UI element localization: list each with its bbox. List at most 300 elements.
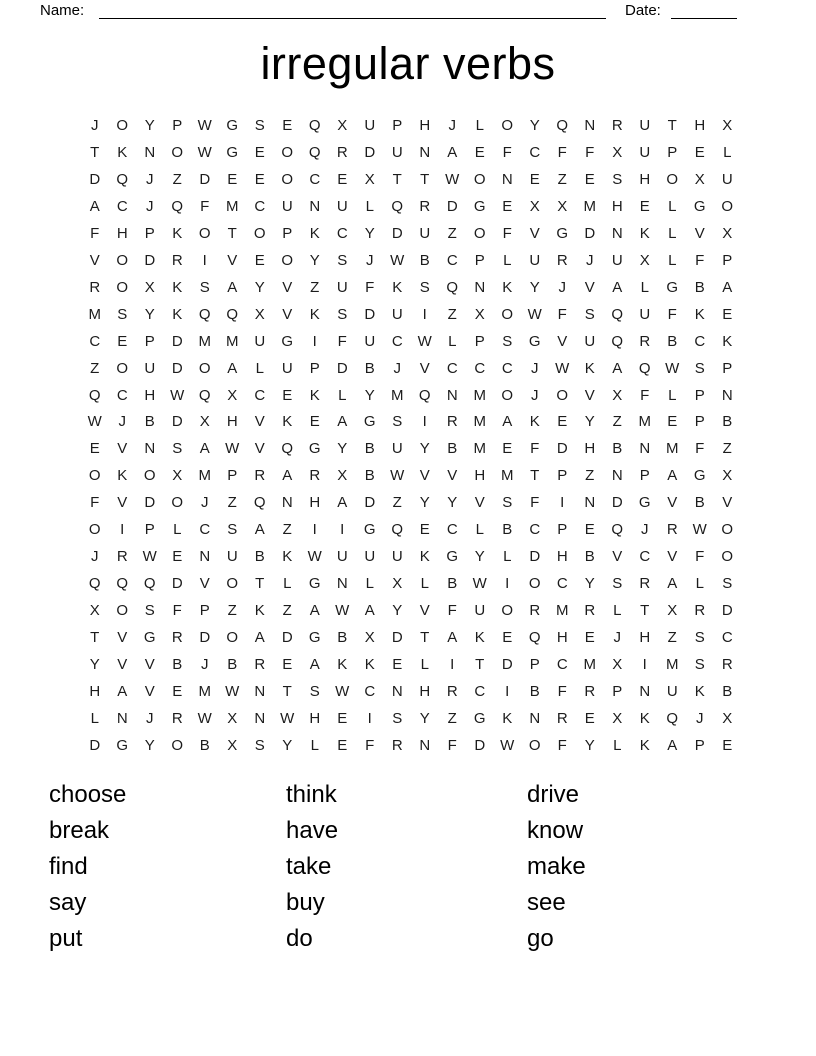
grid-letter: X [392, 575, 403, 593]
grid-letter: N [419, 143, 431, 161]
grid-letter: X [144, 278, 155, 296]
grid-letter: E [89, 440, 100, 458]
grid-letter: V [282, 305, 293, 323]
grid-letter: A [447, 143, 458, 161]
grid-letter: E [282, 386, 293, 404]
grid-letter: M [666, 440, 679, 458]
grid-letter: P [172, 116, 183, 134]
grid-letter: E [309, 413, 320, 431]
grid-letter: L [420, 656, 429, 674]
grid-letter: G [363, 413, 376, 431]
grid-letter: K [639, 736, 650, 754]
grid-letter: N [639, 440, 651, 458]
grid-letter: A [227, 359, 238, 377]
grid-letter: I [340, 521, 345, 539]
grid-letter: Y [419, 709, 430, 727]
grid-letter: U [144, 359, 156, 377]
grid-letter: S [254, 736, 265, 754]
grid-letter: V [612, 548, 623, 566]
grid-letter: N [639, 682, 651, 700]
grid-letter: M [88, 305, 101, 323]
word-list-item: find [49, 852, 88, 880]
grid-letter: R [171, 251, 183, 269]
grid-letter: X [667, 602, 678, 620]
grid-letter: X [337, 467, 348, 485]
grid-letter: K [282, 413, 293, 431]
grid-letter: B [502, 521, 513, 539]
grid-letter: P [557, 521, 568, 539]
word-list-item: take [286, 852, 332, 880]
grid-letter: K [364, 656, 375, 674]
grid-letter: L [90, 709, 99, 727]
date-label: Date: [625, 2, 661, 19]
grid-letter: J [146, 170, 154, 188]
grid-letter: I [422, 305, 427, 323]
grid-letter: E [639, 197, 650, 215]
grid-letter: A [612, 278, 623, 296]
grid-letter: C [446, 359, 458, 377]
grid-letter: N [199, 548, 211, 566]
grid-letter: O [226, 629, 239, 647]
grid-letter: Q [446, 278, 459, 296]
grid-letter: O [528, 736, 541, 754]
grid-letter: E [117, 332, 128, 350]
grid-letter: T [420, 629, 430, 647]
grid-letter: U [584, 332, 596, 350]
grid-letter: I [505, 575, 510, 593]
grid-letter: C [309, 170, 321, 188]
grid-letter: I [505, 682, 510, 700]
grid-letter: O [198, 224, 211, 242]
page-title: irregular verbs [260, 38, 556, 89]
grid-letter: Q [88, 575, 101, 593]
grid-letter: R [419, 197, 431, 215]
grid-letter: Y [419, 440, 430, 458]
word-list-item: put [49, 924, 83, 952]
grid-letter: S [392, 709, 403, 727]
grid-letter: S [612, 575, 623, 593]
grid-letter: G [308, 575, 321, 593]
grid-letter: X [557, 197, 568, 215]
grid-letter: Q [308, 116, 321, 134]
grid-letter: B [694, 494, 705, 512]
grid-letter: U [391, 548, 403, 566]
grid-letter: D [529, 548, 541, 566]
grid-letter: H [226, 413, 238, 431]
grid-letter: S [502, 494, 513, 512]
grid-letter: J [558, 278, 566, 296]
grid-letter: Z [585, 467, 595, 485]
grid-letter: W [197, 709, 212, 727]
grid-letter: E [254, 251, 265, 269]
grid-letter: L [613, 736, 622, 754]
grid-letter: O [281, 251, 294, 269]
grid-letter: D [364, 305, 376, 323]
grid-letter: U [364, 116, 376, 134]
grid-letter: D [144, 251, 156, 269]
grid-letter: R [666, 521, 678, 539]
grid-letter: I [202, 251, 207, 269]
grid-letter: B [447, 575, 458, 593]
grid-letter: H [694, 116, 706, 134]
grid-letter: K [172, 278, 183, 296]
grid-letter: T [640, 602, 650, 620]
grid-letter: U [336, 278, 348, 296]
grid-letter: E [694, 143, 705, 161]
grid-letter: G [473, 197, 486, 215]
grid-letter: D [171, 359, 183, 377]
grid-letter: L [420, 575, 429, 593]
grid-letter: E [474, 143, 485, 161]
grid-letter: F [447, 736, 457, 754]
grid-letter: C [89, 332, 101, 350]
grid-letter: P [144, 332, 155, 350]
grid-letter: R [336, 143, 348, 161]
grid-letter: F [557, 305, 567, 323]
grid-letter: N [309, 197, 321, 215]
grid-letter: A [667, 575, 678, 593]
grid-letter: C [556, 656, 568, 674]
grid-letter: J [531, 359, 539, 377]
grid-letter: W [225, 440, 240, 458]
grid-letter: L [365, 575, 374, 593]
word-list-item: know [527, 816, 584, 844]
grid-letter: L [695, 575, 704, 593]
grid-letter: O [198, 359, 211, 377]
grid-letter: G [363, 521, 376, 539]
grid-letter: P [474, 332, 485, 350]
grid-letter: X [474, 305, 485, 323]
grid-letter: P [227, 467, 238, 485]
grid-letter: S [392, 413, 403, 431]
grid-letter: U [666, 682, 678, 700]
grid-letter: U [391, 440, 403, 458]
grid-letter: K [502, 709, 513, 727]
grid-letter: F [695, 251, 705, 269]
grid-letter: Y [529, 116, 540, 134]
grid-letter: U [226, 548, 238, 566]
grid-letter: V [667, 494, 678, 512]
grid-letter: Q [88, 386, 101, 404]
grid-letter: Y [144, 116, 155, 134]
grid-letter: V [117, 440, 128, 458]
grid-letter: I [642, 656, 647, 674]
grid-letter: F [667, 305, 677, 323]
grid-letter: C [336, 224, 348, 242]
grid-letter: F [530, 440, 540, 458]
grid-letter: E [667, 413, 678, 431]
grid-letter: F [557, 143, 567, 161]
grid-letter: O [143, 467, 156, 485]
grid-letter: Z [447, 709, 457, 727]
grid-letter: Z [282, 521, 292, 539]
grid-letter: J [613, 629, 621, 647]
grid-letter: W [665, 359, 680, 377]
grid-letter: O [556, 386, 569, 404]
grid-letter: G [473, 709, 486, 727]
grid-letter: F [585, 143, 595, 161]
grid-letter: V [447, 467, 458, 485]
grid-letter: E [227, 170, 238, 188]
grid-letter: A [337, 413, 348, 431]
grid-letter: K [254, 602, 265, 620]
grid-letter: S [722, 575, 733, 593]
grid-letter: U [336, 548, 348, 566]
grid-letter: K [309, 224, 320, 242]
grid-letter: R [721, 656, 733, 674]
grid-letter: Q [253, 494, 266, 512]
grid-letter: D [364, 494, 376, 512]
grid-letter: W [472, 575, 487, 593]
grid-letter: M [666, 656, 679, 674]
grid-letter: Q [666, 709, 679, 727]
grid-letter: Y [309, 251, 320, 269]
grid-letter: K [474, 629, 485, 647]
grid-letter: E [529, 170, 540, 188]
grid-letter: C [254, 386, 266, 404]
grid-letter: E [502, 197, 513, 215]
grid-letter: V [419, 359, 430, 377]
grid-letter: E [282, 656, 293, 674]
grid-letter: O [253, 224, 266, 242]
grid-letter: X [612, 709, 623, 727]
grid-letter: J [366, 251, 374, 269]
grid-letter: K [117, 143, 128, 161]
grid-letter: Y [254, 278, 265, 296]
grid-letter: O [666, 170, 679, 188]
grid-letter: O [501, 305, 514, 323]
grid-letter: L [613, 602, 622, 620]
grid-letter: L [503, 548, 512, 566]
grid-letter: P [694, 413, 705, 431]
word-list-item: buy [286, 888, 325, 916]
grid-letter: Z [392, 494, 402, 512]
grid-letter: A [282, 467, 293, 485]
grid-letter: F [557, 682, 567, 700]
grid-letter: Q [638, 359, 651, 377]
grid-letter: E [584, 521, 595, 539]
grid-letter: A [612, 359, 623, 377]
grid-letter: C [199, 521, 211, 539]
grid-letter: J [641, 521, 649, 539]
grid-letter: S [694, 359, 705, 377]
grid-letter: G [693, 197, 706, 215]
grid-letter: S [694, 656, 705, 674]
grid-letter: M [473, 413, 486, 431]
grid-letter: L [338, 386, 347, 404]
grid-letter: N [584, 116, 596, 134]
grid-letter: M [473, 386, 486, 404]
grid-letter: P [474, 251, 485, 269]
grid-letter: G [226, 116, 239, 134]
grid-letter: O [501, 602, 514, 620]
grid-letter: Q [116, 575, 129, 593]
grid-letter: F [502, 224, 512, 242]
grid-letter: V [584, 386, 595, 404]
grid-letter: R [309, 467, 321, 485]
grid-letter: R [171, 709, 183, 727]
grid-letter: F [530, 494, 540, 512]
grid-letter: R [611, 116, 623, 134]
grid-letter: J [448, 116, 456, 134]
grid-letter: Q [308, 143, 321, 161]
grid-letter: Z [722, 440, 732, 458]
grid-letter: I [422, 413, 427, 431]
word-list-item: drive [527, 781, 580, 808]
grid-letter: G [446, 548, 459, 566]
grid-letter: N [391, 682, 403, 700]
name-fill-line [99, 18, 606, 19]
grid-letter: Y [584, 575, 595, 593]
grid-letter: P [529, 656, 540, 674]
grid-letter: J [146, 709, 154, 727]
grid-letter: P [199, 602, 210, 620]
grid-letter: E [722, 736, 733, 754]
grid-letter: X [199, 413, 210, 431]
grid-letter: H [116, 224, 128, 242]
grid-letter: X [227, 736, 238, 754]
grid-letter: R [171, 629, 183, 647]
grid-letter: W [87, 413, 102, 431]
grid-letter: G [226, 143, 239, 161]
grid-letter: I [560, 494, 565, 512]
grid-letter: K [309, 386, 320, 404]
grid-letter: X [639, 251, 650, 269]
grid-letter: F [365, 278, 375, 296]
grid-letter: G [308, 629, 321, 647]
grid-letter: L [310, 736, 319, 754]
grid-letter: R [254, 467, 266, 485]
grid-letter: H [144, 386, 156, 404]
word-list-item: have [286, 816, 339, 844]
grid-letter: C [474, 359, 486, 377]
grid-letter: J [201, 494, 209, 512]
grid-letter: Z [447, 305, 457, 323]
grid-letter: D [336, 359, 348, 377]
grid-letter: L [668, 251, 677, 269]
grid-letter: R [89, 278, 101, 296]
grid-letter: G [556, 224, 569, 242]
grid-letter: O [116, 251, 129, 269]
grid-letter: B [172, 656, 183, 674]
grid-letter: B [227, 656, 238, 674]
grid-letter: X [172, 467, 183, 485]
grid-letter: P [722, 359, 733, 377]
grid-letter: Q [528, 629, 541, 647]
grid-letter: O [281, 170, 294, 188]
grid-letter: O [721, 521, 734, 539]
grid-letter: C [116, 386, 128, 404]
grid-letter: W [197, 143, 212, 161]
grid-letter: L [503, 251, 512, 269]
grid-letter: U [721, 170, 733, 188]
grid-letter: C [116, 197, 128, 215]
grid-letter: A [89, 197, 100, 215]
grid-letter: J [696, 709, 704, 727]
grid-letter: I [120, 521, 125, 539]
grid-letter: J [201, 656, 209, 674]
grid-letter: R [556, 709, 568, 727]
grid-letter: C [529, 143, 541, 161]
grid-letter: D [199, 170, 211, 188]
grid-letter: A [502, 413, 513, 431]
grid-letter: Y [419, 494, 430, 512]
grid-letter: E [557, 413, 568, 431]
grid-letter: O [226, 575, 239, 593]
grid-letter: G [528, 332, 541, 350]
grid-letter: O [473, 170, 486, 188]
grid-letter: S [337, 251, 348, 269]
grid-letter: L [475, 116, 484, 134]
grid-letter: B [364, 440, 375, 458]
grid-letter: D [611, 494, 623, 512]
grid-letter: C [446, 521, 458, 539]
grid-letter: I [312, 521, 317, 539]
grid-letter: U [391, 143, 403, 161]
grid-letter: B [667, 332, 678, 350]
grid-letter: E [254, 170, 265, 188]
grid-letter: F [557, 736, 567, 754]
grid-letter: C [529, 521, 541, 539]
grid-letter: S [694, 629, 705, 647]
grid-letter: E [172, 548, 183, 566]
grid-letter: V [227, 251, 238, 269]
grid-letter: V [117, 629, 128, 647]
grid-letter: N [611, 467, 623, 485]
grid-letter: J [393, 359, 401, 377]
grid-letter: I [367, 709, 372, 727]
grid-letter: D [364, 143, 376, 161]
grid-letter: D [171, 575, 183, 593]
grid-letter: J [118, 413, 126, 431]
grid-letter: L [668, 224, 677, 242]
grid-letter: W [445, 170, 460, 188]
grid-letter: Y [337, 440, 348, 458]
grid-letter: W [197, 116, 212, 134]
grid-letter: B [722, 413, 733, 431]
grid-letter: P [722, 251, 733, 269]
grid-letter: U [391, 305, 403, 323]
grid-letter: D [171, 413, 183, 431]
grid-letter: N [281, 494, 293, 512]
grid-letter: R [116, 548, 128, 566]
word-search-grid [81, 112, 741, 759]
grid-letter: Q [611, 305, 624, 323]
word-list-column [49, 777, 126, 956]
grid-letter: E [337, 170, 348, 188]
grid-letter: C [639, 548, 651, 566]
grid-letter: K [639, 224, 650, 242]
grid-letter: X [337, 116, 348, 134]
grid-letter: B [447, 440, 458, 458]
grid-letter: E [282, 116, 293, 134]
grid-letter: V [254, 413, 265, 431]
grid-letter: F [90, 224, 100, 242]
grid-letter: H [89, 682, 101, 700]
grid-letter: O [171, 143, 184, 161]
grid-letter: F [337, 332, 347, 350]
grid-letter: B [199, 736, 210, 754]
grid-letter: U [281, 359, 293, 377]
grid-letter: Y [364, 386, 375, 404]
grid-letter: S [584, 305, 595, 323]
grid-letter: N [254, 682, 266, 700]
grid-letter: V [419, 602, 430, 620]
grid-letter: K [694, 305, 705, 323]
grid-letter: X [227, 386, 238, 404]
grid-letter: R [694, 602, 706, 620]
grid-letter: W [170, 386, 185, 404]
